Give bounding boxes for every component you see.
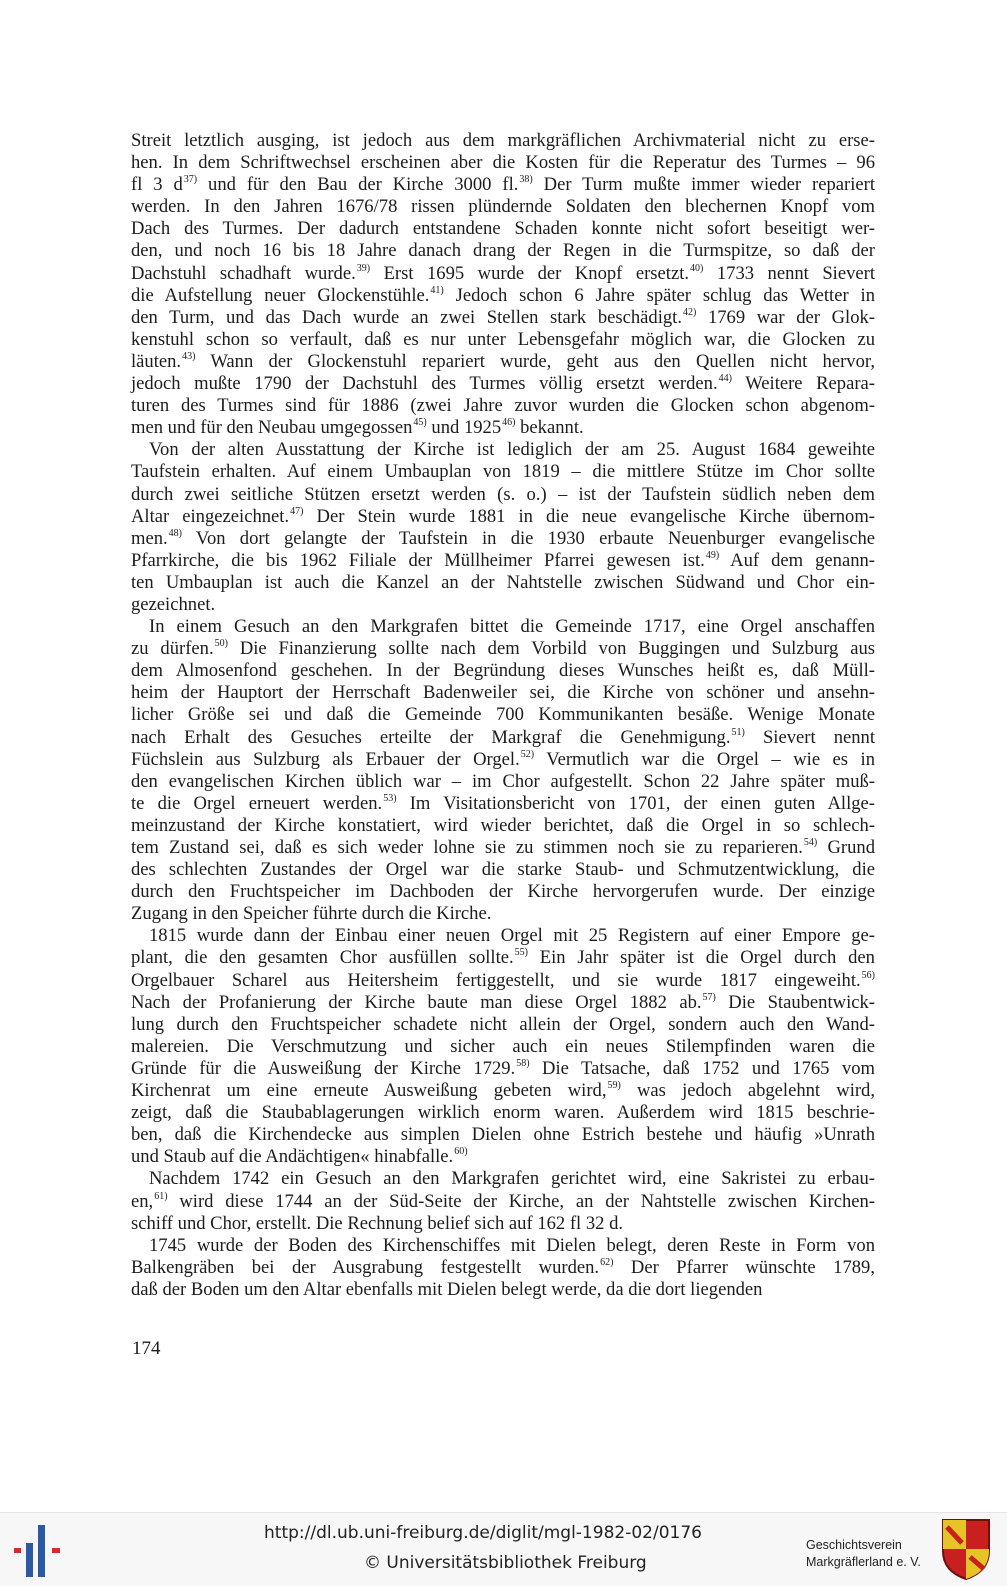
text-segment: des schlechten Zustandes der Orgel war die starke Staub- und Schmutzentwicklung, die <box>131 859 875 881</box>
text-line <box>131 771 875 793</box>
text-segment: Balkengräben bei der Ausgrabung festgestellt wurden. <box>131 1256 600 1278</box>
text-segment: meinzustand der Kirche konstatiert, wird wieder berichtet, daß die Orgel in so schlech- <box>131 814 875 836</box>
footnote-ref: 57) <box>702 991 716 1003</box>
library-logo-icon <box>12 1521 64 1579</box>
footer-copyright: © Universitätsbibliothek Freiburg <box>364 1553 647 1573</box>
society-name-line2: Markgräflerland e. V. <box>806 1555 921 1569</box>
text-line <box>131 793 875 815</box>
text-segment: Die Finanzierung sollte nach dem Vorbild von Buggingen und Sulzburg aus <box>227 638 876 660</box>
text-line <box>131 749 875 771</box>
text-segment: 1769 war der Glok- <box>696 306 875 328</box>
text-segment: malereien. Die Verschmutzung und sicher auch ein neues Stilempfinden waren die <box>131 1035 875 1057</box>
text-segment: Dachstuhl schadhaft wurde. <box>131 262 356 284</box>
text-segment: werden. In den Jahren 1676/78 rissen plündernde Soldaten den blechernen Knopf vom <box>131 196 875 218</box>
text-segment: Vermutlich war die Orgel – wie es in <box>534 748 876 770</box>
text-segment: Zugang in den Speicher führte durch die Kirche. <box>131 903 492 925</box>
text-line <box>131 859 875 881</box>
text-segment: Gründe für die Ausweißung der Kirche 1729. <box>131 1057 516 1079</box>
text-line <box>131 218 875 240</box>
text-segment: zu dürfen. <box>131 638 214 660</box>
text-line <box>131 727 875 749</box>
text-segment: Wann der Glockenstuhl repariert wurde, geht aus den Quellen nicht hervor, <box>195 350 875 372</box>
footer-bar <box>0 1512 1007 1586</box>
text-segment: heim der Hauptort der Herrschaft Badenweiler sei, die Kirche von schöner und ansehn- <box>131 682 875 704</box>
footnote-ref: 51) <box>731 726 745 738</box>
text-line <box>131 704 875 726</box>
text-segment: en, <box>131 1190 154 1212</box>
text-segment: Füchslein aus Sulzburg als Erbauer der Orgel. <box>131 748 520 770</box>
text-segment: Orgelbauer Scharel aus Heitersheim fertiggestellt, und sie wurde 1817 eingeweiht. <box>131 969 861 991</box>
text-line <box>131 196 875 218</box>
text-line <box>131 1235 875 1257</box>
text-segment: Dach des Turmes. Der dadurch entstandene Schaden konnte nicht sofort beseitigt wer- <box>131 218 875 240</box>
text-segment: Nachdem 1742 ein Gesuch an den Markgrafen gerichtet wird, eine Sakristei zu erbau- <box>149 1168 875 1190</box>
text-line <box>131 1036 875 1058</box>
text-line <box>131 417 875 439</box>
text-segment: Der Turm mußte immer wieder repariert <box>532 174 875 196</box>
text-line <box>131 307 875 329</box>
text-line <box>131 130 875 152</box>
text-segment: daß der Boden um den Altar ebenfalls mit Dielen belegt werde, da die dort liegenden <box>131 1278 763 1300</box>
text-line <box>131 682 875 704</box>
text-segment: Von der alten Ausstattung der Kirche ist lediglich der am 25. August 1684 geweihte <box>149 439 875 461</box>
text-segment: wird diese 1744 an der Süd-Seite der Kirche, an der Nahtstelle zwischen Kirchen- <box>167 1190 875 1212</box>
text-segment: Von dort gelangte der Taufstein in die 1930 erbaute Neuenburger evangelische <box>182 527 875 549</box>
paragraph <box>131 130 875 439</box>
text-line <box>131 439 875 461</box>
text-line <box>131 660 875 682</box>
footnote-ref: 45) <box>413 417 427 429</box>
text-segment: 1815 wurde dann der Einbau einer neuen Orgel mit 25 Registern auf einer Empore ge- <box>149 925 875 947</box>
text-segment: 1745 wurde der Boden des Kirchenschiffes mit Dielen belegt, deren Reste in Form von <box>149 1234 875 1256</box>
text-segment: und Staub auf die Andächtigen« hinabfalle. <box>131 1146 454 1168</box>
text-segment: men und für den Neubau umgegossen <box>131 417 413 439</box>
text-segment: Taufstein erhalten. Auf einem Umbauplan von 1819 – die mittlere Stütze im Chor sollte <box>131 461 875 483</box>
text-segment: durch zwei seitliche Stützen ersetzt werden (s. o.) – ist der Taufstein südlich neben dem <box>131 483 875 505</box>
text-line <box>131 616 875 638</box>
text-line <box>131 638 875 660</box>
text-segment: tem Zustand sei, daß es sich weder lohne sie zu stimmen noch sie zu reparieren. <box>131 837 803 858</box>
text-line <box>131 550 875 572</box>
footnote-ref: 59) <box>607 1080 621 1092</box>
text-segment: Jedoch schon 6 Jahre später schlug das Wetter in <box>443 284 875 306</box>
text-segment: men. <box>131 527 168 549</box>
text-segment: fl 3 d <box>131 174 183 196</box>
text-line <box>131 1102 875 1124</box>
text-line <box>131 528 875 550</box>
text-line <box>131 947 875 969</box>
text-segment: durch den Fruchtspeicher im Dachboden der Kirche hervorgerufen wurde. Der einzige <box>131 881 875 903</box>
text-segment: läuten. <box>131 350 182 372</box>
footnote-ref: 47) <box>290 505 304 517</box>
footnote-ref: 60) <box>454 1146 468 1158</box>
text-segment: und für den Bau der Kirche 3000 fl. <box>197 174 519 196</box>
text-segment: Kirchenrat um eine erneute Ausweißung gebeten wird, <box>131 1080 607 1102</box>
text-segment: gezeichnet. <box>131 593 216 615</box>
paragraph <box>131 1168 875 1234</box>
footnote-ref: 62) <box>600 1256 614 1268</box>
text-segment: turen des Turmes sind für 1886 (zwei Jahre zuvor wurden die Glocken schon abgenom- <box>131 395 875 417</box>
footnote-ref: 61) <box>154 1190 168 1202</box>
text-segment: Die Staubentwick- <box>715 991 875 1013</box>
text-segment: Auf dem genann- <box>719 549 875 571</box>
footnote-ref: 50) <box>214 638 228 650</box>
text-line <box>131 1146 875 1168</box>
page-body <box>131 130 875 1301</box>
paragraph <box>131 439 875 616</box>
text-line <box>131 506 875 528</box>
footnote-ref: 53) <box>383 792 397 804</box>
text-line <box>131 1279 875 1301</box>
text-line <box>131 351 875 373</box>
text-segment: den Turm, und das Dach wurde an zwei Stellen stark beschädigt. <box>131 306 682 328</box>
text-line <box>131 263 875 285</box>
text-line <box>131 1058 875 1080</box>
text-line <box>131 174 875 196</box>
text-line <box>131 1191 875 1213</box>
text-line <box>131 373 875 395</box>
footnote-ref: 41) <box>430 284 444 296</box>
text-line <box>131 881 875 903</box>
footnote-ref: 44) <box>718 373 732 385</box>
footnote-ref: 52) <box>520 748 535 760</box>
page-number: 174 <box>132 1338 161 1359</box>
text-segment: kenstuhl schon so verfault, daß es nur unter Lebensgefahr möglich war, die Glocken zu <box>131 328 875 350</box>
text-segment: ben, daß die Kirchendecke aus simplen Dielen ohne Estrich bestehe und häufig »Unrath <box>131 1124 875 1146</box>
text-segment: In einem Gesuch an den Markgrafen bittet die Gemeinde 1717, eine Orgel anschaffen <box>149 616 875 638</box>
society-name-line1: Geschichtsverein <box>806 1538 902 1552</box>
text-segment: den evangelischen Kirchen üblich war – im Chor aufgestellt. Schon 22 Jahre später muß- <box>131 770 875 792</box>
text-line <box>131 329 875 351</box>
text-segment: Sievert nennt <box>744 726 876 748</box>
footnote-ref: 42) <box>682 306 697 318</box>
footnote-ref: 56) <box>861 969 875 981</box>
text-line <box>131 461 875 483</box>
society-crest-icon <box>940 1517 992 1581</box>
text-segment: zeigt, daß die Staubablagerungen wirklich enorm waren. Außerdem wird 1815 beschrie- <box>131 1102 875 1124</box>
text-line <box>131 152 875 174</box>
text-line <box>131 1257 875 1279</box>
text-line <box>131 1213 875 1235</box>
text-segment: Grund <box>817 837 875 858</box>
footnote-ref: 37) <box>183 174 198 186</box>
footer-url-link[interactable]: http://dl.ub.uni-freiburg.de/diglit/mgl-1982-02/0176 <box>264 1523 702 1543</box>
text-segment: te die Orgel erneuert werden. <box>131 792 383 814</box>
footnote-ref: 46) <box>502 417 516 429</box>
paragraph <box>131 616 875 925</box>
text-line <box>131 815 875 837</box>
text-segment: Der Stein wurde 1881 in die neue evangelische Kirche übernom- <box>303 505 875 527</box>
text-segment: Ein Jahr später ist die Orgel durch den <box>527 947 875 969</box>
text-line <box>131 925 875 947</box>
text-line <box>131 240 875 262</box>
footnote-ref: 39) <box>356 262 371 274</box>
text-segment: dem Almosenfond geschehen. In der Begründung dieses Wunsches heißt es, daß Müll- <box>131 660 875 682</box>
footnote-ref: 54) <box>803 837 818 848</box>
text-segment: Pfarrkirche, die bis 1962 Filiale der Müllheimer Pfarrei gewesen ist. <box>131 549 705 571</box>
text-segment: jedoch mußte 1790 der Dachstuhl des Turmes völlig ersetzt werden. <box>131 373 718 395</box>
paragraph <box>131 1235 875 1301</box>
text-segment: Im Visitationsbericht von 1701, der einen guten Allge- <box>396 792 876 814</box>
text-segment: schiff und Chor, erstellt. Die Rechnung belief sich auf 162 fl 32 d. <box>131 1212 624 1234</box>
paragraph <box>131 925 875 1168</box>
text-segment: und 1925 <box>426 417 502 439</box>
text-line <box>131 572 875 594</box>
text-segment: ten Umbauplan ist auch die Kanzel an der Nahtstelle zwischen Südwand und Chor ein- <box>131 571 875 593</box>
text-line <box>131 594 875 616</box>
text-segment: Nach der Profanierung der Kirche baute man diese Orgel 1882 ab. <box>131 991 702 1013</box>
text-line <box>131 1080 875 1102</box>
text-segment: 1733 nennt Sievert <box>703 262 876 284</box>
text-segment: Erst 1695 wurde der Knopf ersetzt. <box>370 262 690 284</box>
text-segment: plant, die den gesamten Chor ausfüllen sollte. <box>131 947 514 969</box>
text-line <box>131 837 875 859</box>
society-name <box>806 1537 946 1571</box>
footnote-ref: 48) <box>168 527 183 539</box>
text-segment: Streit letztlich ausging, ist jedoch aus dem markgräflichen Archivmaterial nicht zu erse- <box>131 130 875 151</box>
text-segment: nach Erhalt des Gesuches erteilte der Markgraf die Genehmigung. <box>131 726 731 748</box>
text-line <box>131 903 875 925</box>
text-line <box>131 992 875 1014</box>
footnote-ref: 38) <box>519 174 533 186</box>
text-segment: hen. In dem Schriftwechsel erscheinen aber die Kosten für die Reperatur des Turmes – 96 <box>131 152 875 174</box>
footnote-ref: 49) <box>705 549 720 561</box>
text-segment: licher Größe sei und daß die Gemeinde 700 Kommunikanten besäße. Wenige Monate <box>131 704 875 726</box>
footnote-ref: 43) <box>182 350 196 362</box>
text-line <box>131 1014 875 1036</box>
text-segment: was jedoch abgelehnt wird, <box>620 1080 875 1102</box>
text-line <box>131 484 875 506</box>
text-segment: bekannt. <box>515 417 584 439</box>
text-segment: lung durch den Fruchtspeicher schadete nicht allein der Orgel, sondern auch den Wand- <box>131 1013 875 1035</box>
text-line <box>131 1124 875 1146</box>
text-line <box>131 970 875 992</box>
footnote-ref: 58) <box>516 1057 530 1069</box>
text-segment: die Aufstellung neuer Glockenstühle. <box>131 284 430 306</box>
text-segment: den, und noch 16 bis 18 Jahre danach drang der Regen in die Turmspitze, so daß der <box>131 240 875 262</box>
text-segment: Die Tatsache, daß 1752 und 1765 vom <box>529 1057 875 1079</box>
text-line <box>131 285 875 307</box>
text-line <box>131 1168 875 1190</box>
text-segment: Der Pfarrer wünschte 1789, <box>613 1256 875 1278</box>
text-segment: Altar eingezeichnet. <box>131 505 290 527</box>
footnote-ref: 40) <box>690 262 704 274</box>
text-segment: Weitere Repara- <box>731 373 875 395</box>
footnote-ref: 55) <box>514 947 528 959</box>
text-line <box>131 395 875 417</box>
